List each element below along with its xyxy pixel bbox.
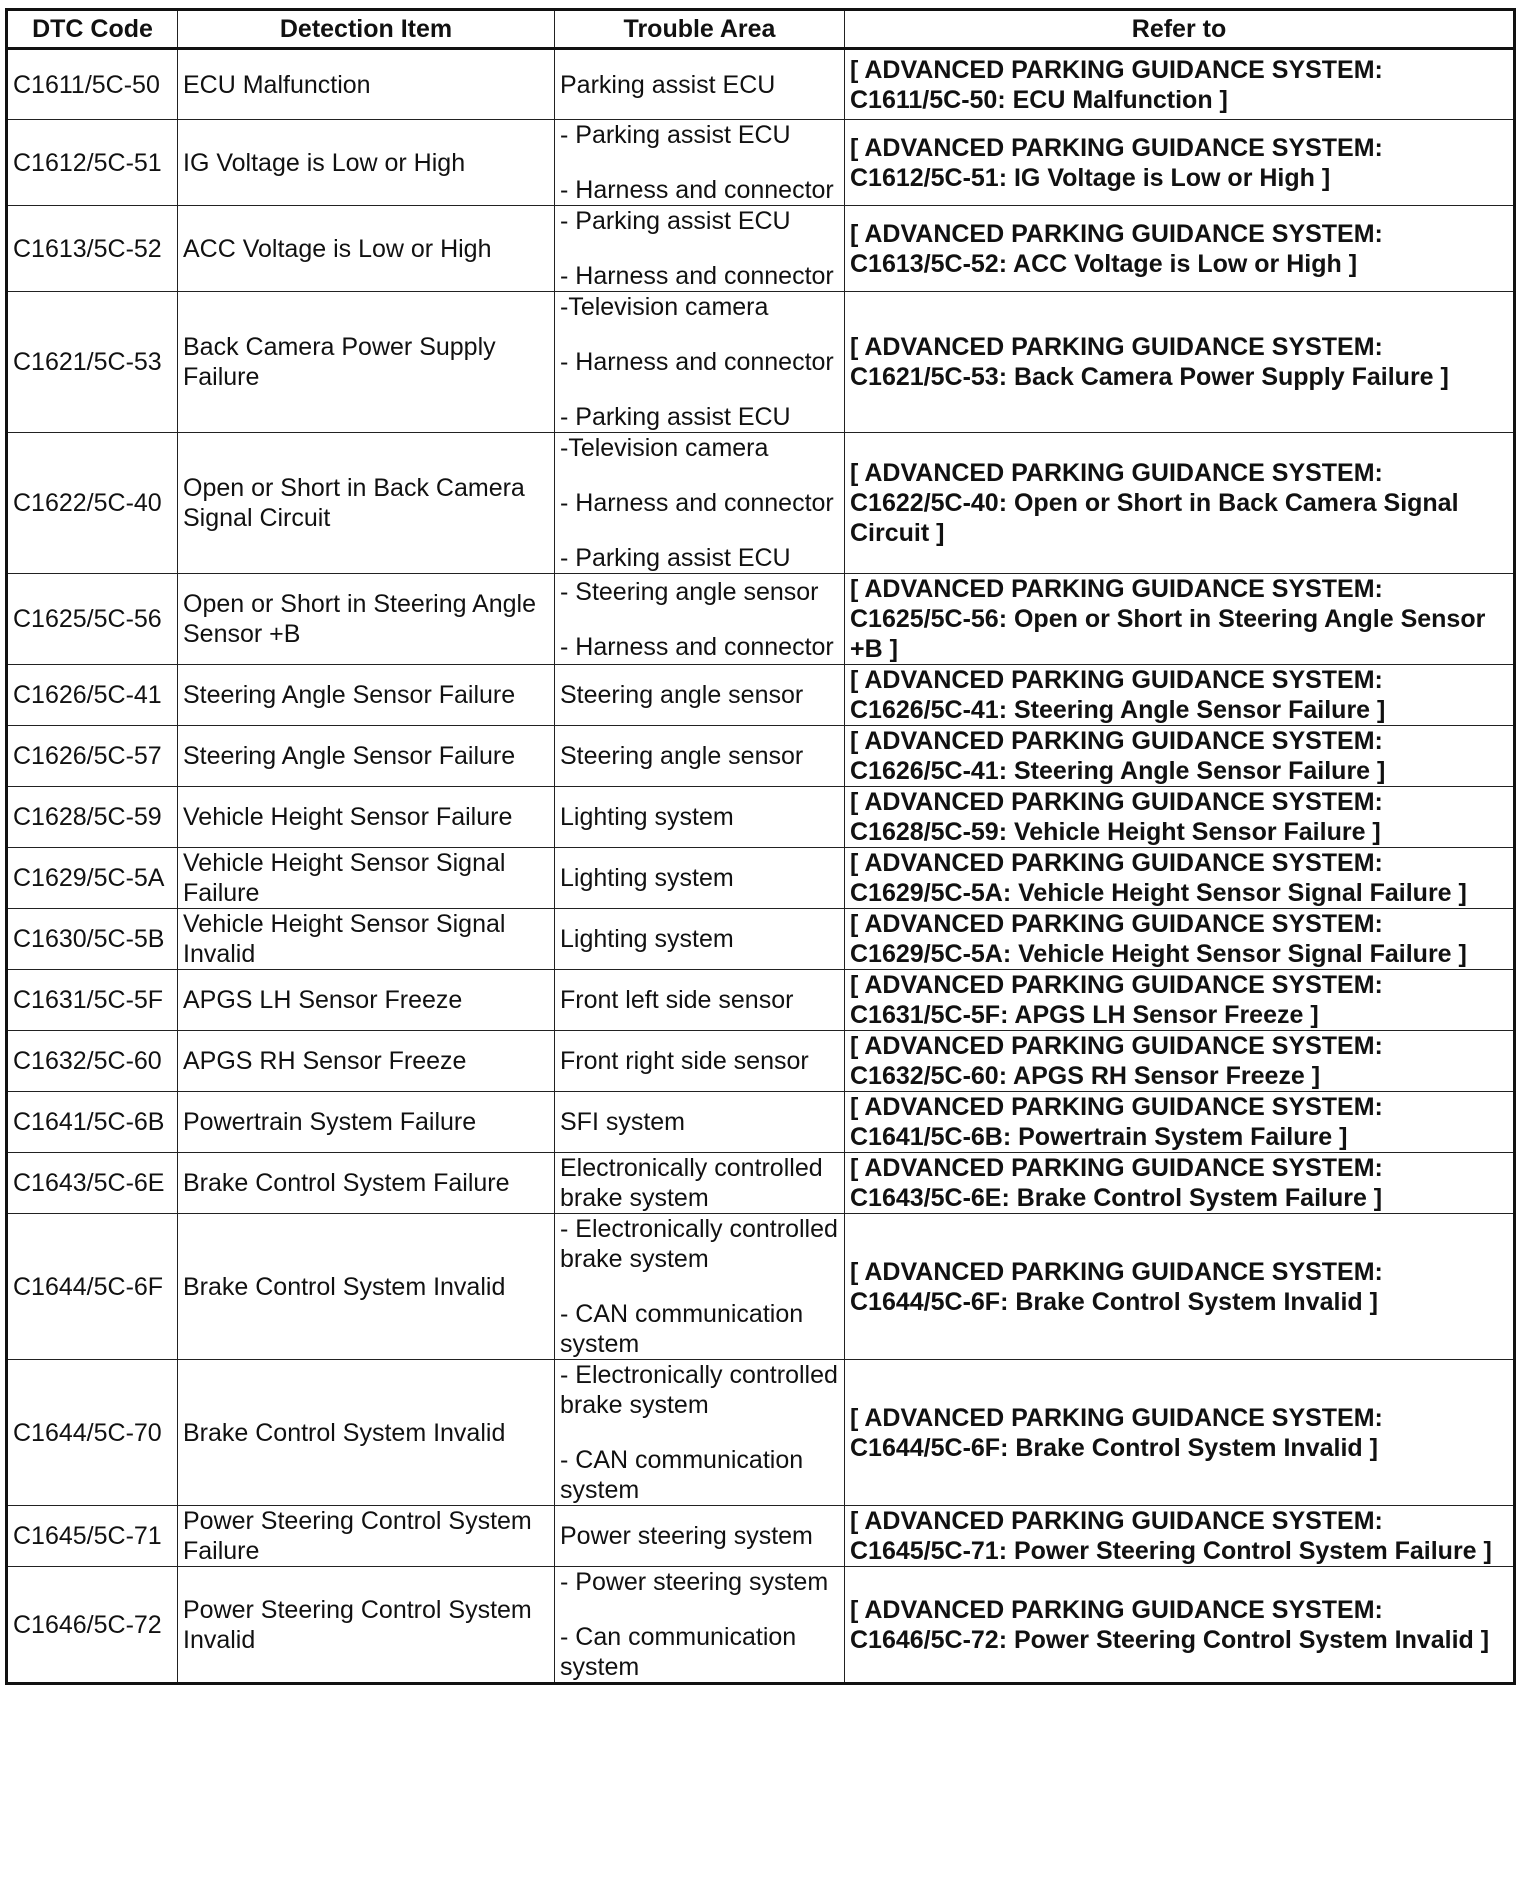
refer-to-link[interactable]: [ ADVANCED PARKING GUIDANCE SYSTEM: C1621/5C-53: Back Camera Power Supply Failure ] [845, 292, 1515, 433]
trouble-area-cell [555, 292, 845, 433]
table-body [7, 49, 1515, 1684]
detection-item-cell: Open or Short in Steering Angle Sensor +B [178, 574, 555, 665]
trouble-area-cell [555, 848, 845, 909]
dtc-code-cell: C1644/5C-70 [7, 1360, 178, 1506]
detection-item-cell: Brake Control System Invalid [178, 1360, 555, 1506]
table-row [7, 1031, 1515, 1092]
trouble-area-item: - Power steering system [560, 1568, 829, 1596]
trouble-area-cell [555, 206, 845, 292]
trouble-area-cell [555, 1360, 845, 1506]
dtc-code-cell: C1626/5C-41 [7, 665, 178, 726]
dtc-code-cell: C1643/5C-6E [7, 1153, 178, 1214]
table-row [7, 1153, 1515, 1214]
dtc-code-cell: C1629/5C-5A [7, 848, 178, 909]
header-detection-item: Detection Item [178, 10, 555, 49]
detection-item-cell: APGS LH Sensor Freeze [178, 970, 555, 1031]
dtc-table [5, 8, 1516, 1685]
trouble-area-item: Steering angle sensor [560, 681, 804, 709]
refer-to-link[interactable]: [ ADVANCED PARKING GUIDANCE SYSTEM: C1629/5C-5A: Vehicle Height Sensor Signal Failure ] [845, 909, 1515, 970]
dtc-code-cell: C1644/5C-6F [7, 1214, 178, 1360]
trouble-area-cell [555, 1031, 845, 1092]
trouble-area-cell [555, 1153, 845, 1214]
dtc-code-cell: C1611/5C-50 [7, 49, 178, 120]
trouble-area-item: - CAN communication system [560, 1300, 804, 1358]
refer-to-link[interactable]: [ ADVANCED PARKING GUIDANCE SYSTEM: C1626/5C-41: Steering Angle Sensor Failure ] [845, 665, 1515, 726]
refer-to-link[interactable]: [ ADVANCED PARKING GUIDANCE SYSTEM: C1626/5C-41: Steering Angle Sensor Failure ] [845, 726, 1515, 787]
trouble-area-item: Power steering system [560, 1522, 813, 1550]
trouble-area-item: - Harness and connector [560, 176, 834, 204]
trouble-area-cell [555, 726, 845, 787]
table-row [7, 848, 1515, 909]
table-row [7, 1506, 1515, 1567]
table-row [7, 120, 1515, 206]
dtc-code-cell: C1646/5C-72 [7, 1567, 178, 1684]
dtc-code-cell: C1630/5C-5B [7, 909, 178, 970]
refer-to-link[interactable]: [ ADVANCED PARKING GUIDANCE SYSTEM: C1644/5C-6F: Brake Control System Invalid ] [845, 1360, 1515, 1506]
trouble-area-item: - Harness and connector [560, 348, 834, 376]
trouble-area-item: - Harness and connector [560, 489, 834, 517]
trouble-area-cell [555, 574, 845, 665]
table-row [7, 49, 1515, 120]
table-row [7, 433, 1515, 574]
refer-to-link[interactable]: [ ADVANCED PARKING GUIDANCE SYSTEM: C1632/5C-60: APGS RH Sensor Freeze ] [845, 1031, 1515, 1092]
trouble-area-item: - Harness and connector [560, 262, 834, 290]
trouble-area-item: - Steering angle sensor [560, 577, 819, 606]
trouble-area-item: Electronically controlled brake system [560, 1154, 823, 1212]
dtc-code-cell: C1632/5C-60 [7, 1031, 178, 1092]
refer-to-link[interactable]: [ ADVANCED PARKING GUIDANCE SYSTEM: C1641/5C-6B: Powertrain System Failure ] [845, 1092, 1515, 1153]
detection-item-cell: Brake Control System Invalid [178, 1214, 555, 1360]
trouble-area-item: Front left side sensor [560, 986, 794, 1014]
trouble-area-cell [555, 1092, 845, 1153]
dtc-code-cell: C1613/5C-52 [7, 206, 178, 292]
detection-item-cell: IG Voltage is Low or High [178, 120, 555, 206]
detection-item-cell: ECU Malfunction [178, 49, 555, 120]
detection-item-cell: Vehicle Height Sensor Signal Failure [178, 848, 555, 909]
trouble-area-item: -Television camera [560, 434, 769, 462]
dtc-code-cell: C1612/5C-51 [7, 120, 178, 206]
trouble-area-cell [555, 120, 845, 206]
table-row [7, 1360, 1515, 1506]
header-trouble-area: Trouble Area [555, 10, 845, 49]
trouble-area-cell [555, 787, 845, 848]
detection-item-cell: Back Camera Power Supply Failure [178, 292, 555, 433]
refer-to-link[interactable]: [ ADVANCED PARKING GUIDANCE SYSTEM: C1625/5C-56: Open or Short in Steering Angle Sensor +B ] [845, 574, 1515, 665]
table-row [7, 970, 1515, 1031]
detection-item-cell: Vehicle Height Sensor Failure [178, 787, 555, 848]
dtc-code-cell: C1626/5C-57 [7, 726, 178, 787]
detection-item-cell: Open or Short in Back Camera Signal Circuit [178, 433, 555, 574]
dtc-code-cell: C1641/5C-6B [7, 1092, 178, 1153]
trouble-area-cell [555, 1567, 845, 1684]
trouble-area-item: Lighting system [560, 864, 734, 892]
header-dtc-code: DTC Code [7, 10, 178, 49]
detection-item-cell: Brake Control System Failure [178, 1153, 555, 1214]
trouble-area-item: Lighting system [560, 803, 734, 831]
header-row [7, 10, 1515, 49]
table-row [7, 909, 1515, 970]
trouble-area-cell [555, 1506, 845, 1567]
dtc-code-cell: C1645/5C-71 [7, 1506, 178, 1567]
dtc-code-cell: C1621/5C-53 [7, 292, 178, 433]
trouble-area-cell [555, 49, 845, 120]
trouble-area-cell [555, 1214, 845, 1360]
detection-item-cell: Vehicle Height Sensor Signal Invalid [178, 909, 555, 970]
refer-to-link[interactable]: [ ADVANCED PARKING GUIDANCE SYSTEM: C1629/5C-5A: Vehicle Height Sensor Signal Failure ] [845, 848, 1515, 909]
trouble-area-item: Parking assist ECU [560, 70, 776, 99]
dtc-code-cell: C1622/5C-40 [7, 433, 178, 574]
refer-to-link[interactable]: [ ADVANCED PARKING GUIDANCE SYSTEM: C1622/5C-40: Open or Short in Back Camera Signal Circuit ] [845, 433, 1515, 574]
refer-to-link[interactable]: [ ADVANCED PARKING GUIDANCE SYSTEM: C1611/5C-50: ECU Malfunction ] [845, 49, 1515, 120]
detection-item-cell: Power Steering Control System Failure [178, 1506, 555, 1567]
trouble-area-item: Steering angle sensor [560, 742, 804, 770]
trouble-area-cell [555, 909, 845, 970]
detection-item-cell: Steering Angle Sensor Failure [178, 726, 555, 787]
trouble-area-cell [555, 970, 845, 1031]
trouble-area-item: Front right side sensor [560, 1047, 809, 1075]
trouble-area-item: - Harness and connector [560, 632, 834, 661]
trouble-area-item: - Parking assist ECU [560, 544, 791, 572]
table-row [7, 292, 1515, 433]
refer-to-link[interactable]: [ ADVANCED PARKING GUIDANCE SYSTEM: C1646/5C-72: Power Steering Control System Invalid ] [845, 1567, 1515, 1684]
trouble-area-item: -Television camera [560, 293, 769, 321]
dtc-code-cell: C1625/5C-56 [7, 574, 178, 665]
dtc-code-cell: C1628/5C-59 [7, 787, 178, 848]
detection-item-cell: Power Steering Control System Invalid [178, 1567, 555, 1684]
dtc-code-cell: C1631/5C-5F [7, 970, 178, 1031]
trouble-area-item: - Can communication system [560, 1623, 797, 1681]
trouble-area-item: - Electronically controlled brake system [560, 1215, 838, 1273]
refer-to-link[interactable]: [ ADVANCED PARKING GUIDANCE SYSTEM: C1628/5C-59: Vehicle Height Sensor Failure ] [845, 787, 1515, 848]
trouble-area-cell [555, 433, 845, 574]
trouble-area-item: - Parking assist ECU [560, 121, 791, 149]
trouble-area-item: - Parking assist ECU [560, 207, 791, 235]
table-row [7, 1567, 1515, 1684]
refer-to-link[interactable]: [ ADVANCED PARKING GUIDANCE SYSTEM: C1631/5C-5F: APGS LH Sensor Freeze ] [845, 970, 1515, 1031]
table-row [7, 574, 1515, 665]
detection-item-cell: ACC Voltage is Low or High [178, 206, 555, 292]
table-row [7, 787, 1515, 848]
detection-item-cell: Powertrain System Failure [178, 1092, 555, 1153]
table-row [7, 665, 1515, 726]
trouble-area-item: SFI system [560, 1108, 686, 1136]
detection-item-cell: APGS RH Sensor Freeze [178, 1031, 555, 1092]
refer-to-link[interactable]: [ ADVANCED PARKING GUIDANCE SYSTEM: C1643/5C-6E: Brake Control System Failure ] [845, 1153, 1515, 1214]
table-row [7, 1214, 1515, 1360]
trouble-area-item: - CAN communication system [560, 1446, 804, 1504]
refer-to-link[interactable]: [ ADVANCED PARKING GUIDANCE SYSTEM: C1644/5C-6F: Brake Control System Invalid ] [845, 1214, 1515, 1360]
refer-to-link[interactable]: [ ADVANCED PARKING GUIDANCE SYSTEM: C1613/5C-52: ACC Voltage is Low or High ] [845, 206, 1515, 292]
header-refer-to: Refer to [845, 10, 1515, 49]
table-row [7, 206, 1515, 292]
refer-to-link[interactable]: [ ADVANCED PARKING GUIDANCE SYSTEM: C1612/5C-51: IG Voltage is Low or High ] [845, 120, 1515, 206]
detection-item-cell: Steering Angle Sensor Failure [178, 665, 555, 726]
trouble-area-cell [555, 665, 845, 726]
trouble-area-item: - Parking assist ECU [560, 403, 791, 431]
table-row [7, 1092, 1515, 1153]
trouble-area-item: - Electronically controlled brake system [560, 1361, 838, 1419]
trouble-area-item: Lighting system [560, 925, 734, 953]
refer-to-link[interactable]: [ ADVANCED PARKING GUIDANCE SYSTEM: C1645/5C-71: Power Steering Control System Failure ] [845, 1506, 1515, 1567]
table-row [7, 726, 1515, 787]
